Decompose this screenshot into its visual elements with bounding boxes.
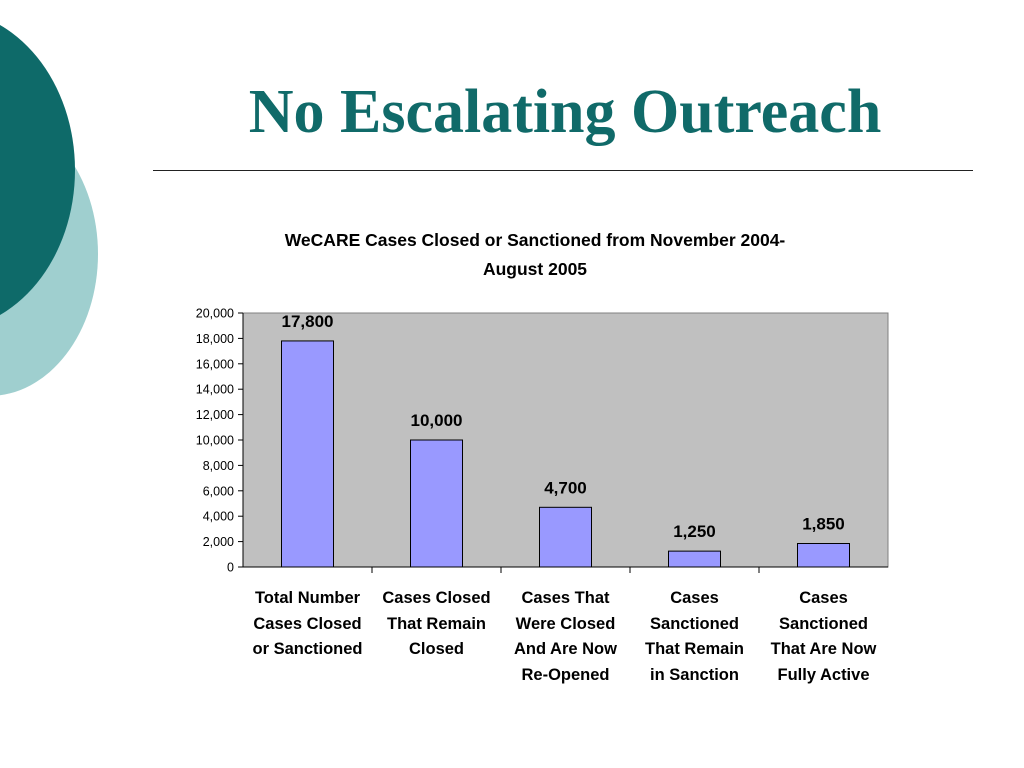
bar	[669, 551, 721, 567]
y-tick-label: 14,000	[195, 382, 234, 397]
x-category-label-line: in Sanction	[650, 665, 739, 684]
x-category-label-line: Cases Closed	[253, 614, 362, 633]
data-label: 10,000	[410, 411, 463, 430]
bar	[540, 507, 592, 567]
y-tick-label: 16,000	[195, 357, 234, 372]
bar	[798, 544, 850, 567]
x-category-label-line: Sanctioned	[650, 614, 739, 633]
x-category-label-line: or Sanctioned	[252, 640, 363, 658]
x-category-label-line: That Remain	[386, 614, 487, 633]
x-category-label-line: And Are Now	[514, 640, 617, 658]
x-category-label-line: Sanctioned	[779, 614, 868, 633]
bar	[411, 440, 463, 567]
x-category-label-line: Total Number	[254, 589, 361, 607]
y-tick-label: 12,000	[195, 408, 234, 423]
x-category-label-line: Cases That	[521, 589, 610, 607]
y-tick-label: 2,000	[202, 535, 234, 550]
chart-title-line-1: WeCARE Cases Closed or Sanctioned from November 2004-	[284, 230, 786, 250]
y-tick-label: 4,000	[202, 509, 234, 524]
data-label: 4,700	[544, 478, 587, 498]
data-label: 17,800	[281, 311, 334, 331]
x-category-label-line: That Remain	[644, 640, 745, 658]
y-tick-label: 10,000	[195, 433, 234, 448]
slide-title: No Escalating Outreach	[248, 78, 882, 146]
x-category-label-line: Cases Closed	[382, 589, 491, 607]
bar	[282, 341, 334, 567]
x-category-label-line: Fully Active	[777, 665, 870, 684]
x-category-label-line: Cases	[670, 589, 719, 607]
x-category-label	[245, 586, 370, 663]
x-category-label-line: Closed	[408, 640, 464, 658]
y-tick-label: 8,000	[202, 458, 234, 473]
x-category-label-line: Were Closed	[515, 614, 616, 633]
x-category-label	[374, 586, 499, 663]
y-tick-label: 0	[227, 560, 234, 575]
x-category-label	[632, 586, 757, 688]
y-tick-label: 18,000	[195, 331, 234, 346]
chart-title-line-2: August 2005	[482, 259, 588, 279]
x-category-label-line: Re-Opened	[521, 665, 610, 684]
y-tick-label: 6,000	[202, 484, 234, 499]
data-label: 1,250	[673, 522, 716, 542]
x-category-label-line: Cases	[799, 589, 848, 607]
x-category-label	[761, 586, 886, 688]
x-category-label-line: That Are Now	[770, 640, 877, 658]
y-tick-label: 20,000	[195, 306, 234, 321]
data-label: 1,850	[802, 514, 845, 534]
x-category-label	[503, 586, 628, 688]
